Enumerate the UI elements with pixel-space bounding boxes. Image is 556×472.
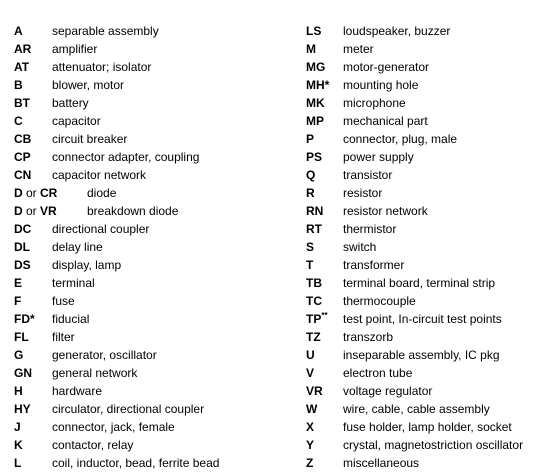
designator-description: capacitor xyxy=(52,114,101,128)
designator-code xyxy=(306,400,317,418)
designator-row xyxy=(14,220,284,238)
designator-row xyxy=(14,202,284,220)
designator-footnote-mark: ** xyxy=(321,311,328,320)
designator-code xyxy=(14,94,30,112)
designator-code xyxy=(306,220,322,238)
designator-row xyxy=(306,112,546,130)
designator-code-text: CN xyxy=(14,168,32,182)
designator-code xyxy=(306,292,322,310)
designator-code xyxy=(306,148,322,166)
designator-code xyxy=(14,58,29,76)
designator-description: resistor xyxy=(343,186,383,200)
designator-code-text: E xyxy=(14,276,23,290)
designator-code xyxy=(14,274,22,292)
designator-code xyxy=(306,328,321,346)
designator-row xyxy=(306,256,546,274)
designator-description: wire, cable, cable assembly xyxy=(343,402,490,416)
designator-code-text: T xyxy=(306,258,314,272)
designator-description: diode xyxy=(87,186,117,200)
designator-row xyxy=(306,454,546,472)
designator-code xyxy=(14,184,57,202)
designator-code-primary: D xyxy=(14,186,23,200)
designator-description: separable assembly xyxy=(52,24,159,38)
designator-code-text: J xyxy=(14,420,21,434)
designator-description: generator, oscillator xyxy=(52,348,157,362)
designator-code-text: HY xyxy=(14,402,31,416)
designator-code-text: W xyxy=(306,402,318,416)
designator-code xyxy=(306,40,316,58)
designator-code xyxy=(306,256,313,274)
designator-description: terminal xyxy=(52,276,95,290)
designator-row xyxy=(14,130,284,148)
designator-row xyxy=(306,292,546,310)
designator-code-text: DL xyxy=(14,240,30,254)
designator-row xyxy=(14,274,284,292)
designator-description: transistor xyxy=(343,168,393,182)
designator-description: filter xyxy=(52,330,75,344)
designator-row xyxy=(14,112,284,130)
designator-code-text: Z xyxy=(306,456,314,470)
designator-code xyxy=(14,364,32,382)
designator-row xyxy=(306,274,546,292)
designator-code-text: V xyxy=(306,366,315,380)
designator-description: thermistor xyxy=(343,222,397,236)
designator-code-text: MK xyxy=(306,96,325,110)
designator-code xyxy=(306,364,314,382)
designator-code xyxy=(306,112,324,130)
designator-code-text: H xyxy=(14,384,23,398)
designator-code-text: FL xyxy=(14,330,29,344)
designator-row xyxy=(14,454,284,472)
designator-description: meter xyxy=(343,42,374,56)
designator-code xyxy=(306,274,322,292)
designator-description: delay line xyxy=(52,240,103,254)
designator-row xyxy=(306,364,546,382)
designator-code xyxy=(306,166,315,184)
designator-code xyxy=(14,202,57,220)
designator-code xyxy=(306,184,315,202)
designator-description: battery xyxy=(52,96,89,110)
designator-code-text: P xyxy=(306,132,315,146)
designator-code xyxy=(14,400,31,418)
designator-row xyxy=(306,382,546,400)
designator-row xyxy=(306,166,546,184)
designator-description: hardware xyxy=(52,384,103,398)
designator-row xyxy=(14,310,284,328)
designator-row xyxy=(14,166,284,184)
designator-row xyxy=(14,76,284,94)
designator-row xyxy=(14,40,284,58)
designator-code-alternate: VR xyxy=(40,204,57,218)
designator-description: miscellaneous xyxy=(343,456,420,470)
designator-code-or: or xyxy=(22,186,41,200)
designator-code xyxy=(306,58,325,76)
designator-code xyxy=(14,22,23,40)
designator-code-text: MG xyxy=(306,60,326,74)
designator-code-primary: D xyxy=(14,204,23,218)
designator-description: breakdown diode xyxy=(87,204,179,218)
designator-code xyxy=(306,76,329,94)
designator-row xyxy=(306,40,546,58)
designator-code-text: RT xyxy=(306,222,322,236)
designator-description: circuit breaker xyxy=(52,132,128,146)
designator-code xyxy=(14,418,21,436)
designator-code xyxy=(306,238,314,256)
designator-description: mechanical part xyxy=(343,114,428,128)
designator-code-text: BT xyxy=(14,96,30,110)
designator-description: capacitor network xyxy=(52,168,147,182)
designator-description: attenuator; isolator xyxy=(52,60,152,74)
designator-code-text: LS xyxy=(306,24,322,38)
designator-code-text: Q xyxy=(306,168,316,182)
designator-code xyxy=(306,346,315,364)
designator-code xyxy=(14,40,31,58)
designator-row xyxy=(306,58,546,76)
designator-row xyxy=(14,184,284,202)
designator-row xyxy=(306,130,546,148)
designator-code-text: G xyxy=(14,348,24,362)
designator-row xyxy=(306,94,546,112)
designator-code-text: TP xyxy=(306,312,322,326)
designator-description: connector, plug, male xyxy=(343,132,458,146)
designator-code-text: AT xyxy=(14,60,30,74)
designator-code xyxy=(14,76,23,94)
designator-code xyxy=(306,22,321,40)
designator-code xyxy=(306,310,328,328)
designator-code-text: B xyxy=(14,78,23,92)
designator-code-text: DC xyxy=(14,222,32,236)
designator-description: connector, jack, female xyxy=(52,420,175,434)
designator-code-text: L xyxy=(14,456,22,470)
designator-row xyxy=(14,292,284,310)
designator-row xyxy=(306,148,546,166)
left-designator-column xyxy=(14,22,284,472)
designator-code xyxy=(14,238,30,256)
designator-row xyxy=(306,184,546,202)
designator-description: power supply xyxy=(343,150,414,164)
designator-row xyxy=(14,256,284,274)
designator-code-text: K xyxy=(14,438,23,452)
designator-description: amplifier xyxy=(52,42,98,56)
designator-code xyxy=(306,202,323,220)
designator-row xyxy=(306,22,546,40)
designator-code xyxy=(306,418,314,436)
designator-description: terminal board, terminal strip xyxy=(343,276,496,290)
designator-description: inseparable assembly, IC pkg xyxy=(343,348,500,362)
designator-row xyxy=(306,310,546,328)
designator-code-text: MP xyxy=(306,114,324,128)
designator-code-text: PS xyxy=(306,150,323,164)
designator-code-text: R xyxy=(306,186,315,200)
designator-row xyxy=(306,220,546,238)
designator-code-text: CP xyxy=(14,150,31,164)
designator-code xyxy=(14,382,23,400)
designator-row xyxy=(14,400,284,418)
designator-code xyxy=(14,166,31,184)
designator-code-text: S xyxy=(306,240,315,254)
designator-code-text: A xyxy=(14,24,23,38)
designator-code xyxy=(306,436,314,454)
designator-code xyxy=(14,130,31,148)
designator-code xyxy=(14,436,23,454)
designator-description: display, lamp xyxy=(52,258,122,272)
designator-description: fiducial xyxy=(52,312,90,326)
designator-description: thermocouple xyxy=(343,294,416,308)
designator-description: coil, inductor, bead, ferrite bead xyxy=(52,456,220,470)
designator-code-text: CB xyxy=(14,132,32,146)
designator-code xyxy=(14,310,35,328)
designator-code-text: DS xyxy=(14,258,31,272)
designator-row xyxy=(14,418,284,436)
designator-code-text: F xyxy=(14,294,22,308)
designator-code xyxy=(306,130,314,148)
designator-row xyxy=(306,202,546,220)
designator-row xyxy=(14,346,284,364)
designator-row xyxy=(14,238,284,256)
designator-code-text: MH* xyxy=(306,78,330,92)
designator-description: loudspeaker, buzzer xyxy=(343,24,451,38)
designator-code-text: X xyxy=(306,420,315,434)
designator-code-text: TC xyxy=(306,294,322,308)
designator-code-text: Y xyxy=(306,438,315,452)
designator-row xyxy=(14,94,284,112)
designator-row xyxy=(14,148,284,166)
designator-code xyxy=(14,346,23,364)
designator-code xyxy=(14,220,31,238)
designator-code-text: C xyxy=(14,114,23,128)
designator-description: motor-generator xyxy=(343,60,430,74)
designator-code-text: RN xyxy=(306,204,324,218)
designator-code-text: TB xyxy=(306,276,322,290)
designator-row xyxy=(14,364,284,382)
designator-code xyxy=(14,256,31,274)
designator-row xyxy=(14,328,284,346)
designator-code-or: or xyxy=(22,204,41,218)
designator-row xyxy=(306,436,546,454)
designator-description: blower, motor xyxy=(52,78,125,92)
designator-row xyxy=(306,76,546,94)
designator-row xyxy=(306,328,546,346)
designator-row xyxy=(14,58,284,76)
designator-description: electron tube xyxy=(343,366,413,380)
designator-description: test point, In-circuit test points xyxy=(343,312,502,326)
designator-code xyxy=(14,148,31,166)
designator-description: transformer xyxy=(343,258,405,272)
designator-code xyxy=(14,328,29,346)
designator-code-text: VR xyxy=(306,384,323,398)
designator-code-text: U xyxy=(306,348,315,362)
designator-code xyxy=(306,382,323,400)
designator-row xyxy=(306,400,546,418)
designator-description: fuse xyxy=(52,294,75,308)
designator-description: voltage regulator xyxy=(343,384,433,398)
designator-description: contactor, relay xyxy=(52,438,134,452)
designator-code-text: GN xyxy=(14,366,32,380)
designator-description: connector adapter, coupling xyxy=(52,150,200,164)
designator-description: switch xyxy=(343,240,377,254)
designator-row xyxy=(14,436,284,454)
designator-code-text: TZ xyxy=(306,330,321,344)
designator-code xyxy=(306,454,313,472)
designator-row xyxy=(306,238,546,256)
designator-description: resistor network xyxy=(343,204,428,218)
designator-code-text: M xyxy=(306,42,316,56)
designator-description: circulator, directional coupler xyxy=(52,402,205,416)
designator-code xyxy=(14,454,21,472)
designator-row xyxy=(14,382,284,400)
designator-row xyxy=(306,346,546,364)
designator-code-alternate: CR xyxy=(40,186,58,200)
designator-description: microphone xyxy=(343,96,406,110)
designator-code-text: FD* xyxy=(14,312,35,326)
designator-row xyxy=(14,22,284,40)
designator-description: fuse holder, lamp holder, socket xyxy=(343,420,512,434)
right-designator-column xyxy=(306,22,546,472)
designator-description: transzorb xyxy=(343,330,394,344)
designator-description: crystal, magnetostriction oscillator xyxy=(343,438,524,452)
designator-description: directional coupler xyxy=(52,222,150,236)
designator-code-text: AR xyxy=(14,42,32,56)
designator-code xyxy=(306,94,325,112)
designator-row xyxy=(306,418,546,436)
designator-description: general network xyxy=(52,366,138,380)
designator-code xyxy=(14,112,23,130)
designator-description: mounting hole xyxy=(343,78,419,92)
designator-code xyxy=(14,292,21,310)
